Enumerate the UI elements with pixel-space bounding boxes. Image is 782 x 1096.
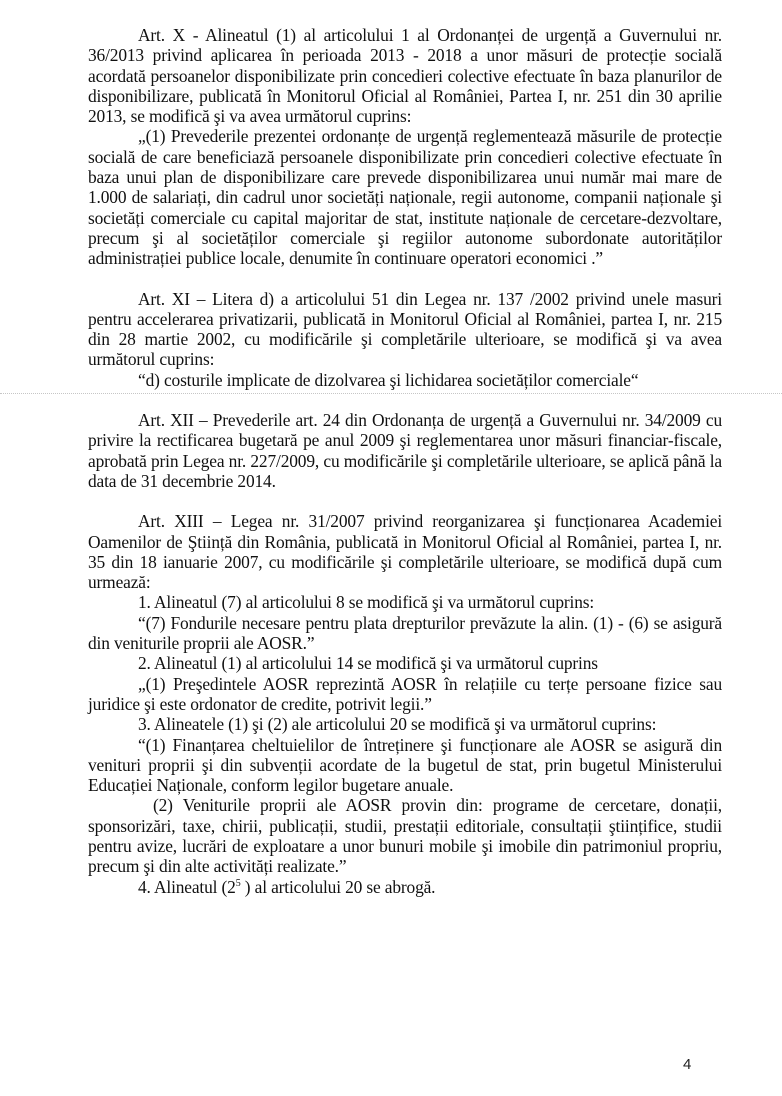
item-4-prefix: 4. Alineatul (2 xyxy=(138,876,236,897)
art-xii-text: Art. XII – Prevederile art. 24 din Ordonanța de urgență a Guvernului nr. 34/2009 cu privire la rectificarea bugetară pe anul 2009 şi reglementarea unor măsuri financiar-fiscale, aprobată prin Legea nr. 227/2009, cu modificările şi completările ulterioare, se aplică până la data de 31 decembrie 2014. xyxy=(88,410,722,491)
page-number: 4 xyxy=(683,1056,692,1073)
art-xiii-intro: Art. XIII – Legea nr. 31/2007 privind reorganizarea şi funcționarea Academiei Oamenilor de Ştiință din România, publicată in Monitorul Oficial al României, partea I, nr. 35 din 18 ianuarie 2007, cu modificările şi completările ulterioare, se modifică după cum urmează: xyxy=(88,511,722,593)
art-xiii-item-3: 3. Alineatele (1) şi (2) ale articolului 20 se modifică şi va următorul cuprins: xyxy=(138,714,657,735)
art-xiii-item-3-quote-1: “(1) Finanțarea cheltuielilor de întreținere şi funcționare ale AOSR se asigură din venituri proprii şi din subvenții acordate de la bugetul de stat, prin bugetul Ministerului Educației Naționale, conform legilor bugetare anuale. xyxy=(88,734,722,796)
art-xiii-item-1: 1. Alineatul (7) al articolului 8 se modifică şi va următorul cuprins: xyxy=(138,592,595,613)
document-page xyxy=(88,25,722,897)
art-xiii-item-1-quote: “(7) Fondurile necesare pentru plata drepturilor prevăzute la alin. (1) - (6) se asigură din veniturile proprii ale AOSR.” xyxy=(88,612,722,654)
art-xiii-item-2: 2. Alineatul (1) al articolului 14 se modifică şi va următorul cuprins xyxy=(138,653,598,674)
item-4-suffix: ) al articolului 20 se abrogă. xyxy=(240,876,436,897)
art-x-quote: „(1) Prevederile prezentei ordonanțe de urgență reglementează măsurile de protecție socială de care beneficiază persoanele disponibilizate prin concedieri colective efectuate în baza unui plan de disponibilizare care prevede disponibilizarea unui număr mai mare de 1.000 de salariați, din cadrul unor societăți naționale, regii autonome, companii naționale şi societăți comerciale cu capital majoritar de stat, institute naționale de cercetare-dezvoltare, precum şi al societăților comerciale şi regiilor autonome subordonate autorităților administrației publice locale, denumite în continuare operatori economici .” xyxy=(88,126,722,269)
spacer xyxy=(88,269,722,289)
superscript: 5 xyxy=(235,877,241,889)
art-xiii-item-2-quote: „(1) Preşedintele AOSR reprezintă AOSR în relațiile cu terțe persoane fizice sau juridice şi este ordonator de credite, potrivit legii.” xyxy=(88,673,722,714)
art-x-intro: Art. X - Alineatul (1) al articolului 1 al Ordonanței de urgență a Guvernului nr. 36/2013 privind aplicarea în perioada 2013 - 2018 a unor măsuri de protecție socială acordată persoanelor disponibilizate prin concedieri colective efectuate în baza planurilor de disponibilizare, publicată în Monitorul Oficial al României, Partea I, nr. 251 din 30 aprilie 2013, se modifică şi va avea următorul cuprins: xyxy=(88,25,722,127)
spacer xyxy=(88,491,722,511)
spacer xyxy=(88,390,722,410)
art-xiii-item-3-quote-2: (2) Veniturile proprii ale AOSR provin din: programe de cercetare, donații, sponsorizări, taxe, chirii, publicații, studii, prestații editoriale, consultații ştiințifice, studii pentru avize, lucrări de exploatare a unor bunuri mobile şi imobile din patrimoniul propriu, precum şi din alte activități realizate.” xyxy=(88,795,722,877)
art-xi-intro: Art. XI – Litera d) a articolului 51 din Legea nr. 137 /2002 privind unele masuri pentru accelerarea privatizarii, publicată in Monitorul Oficial al României, partea I, nr. 215 din 28 martie 2002, cu modificările şi completările ulterioare, se modifică şi va avea următorul cuprins: xyxy=(88,288,722,370)
art-xi-quote: “d) costurile implicate de dizolvarea şi lichidarea societăților comerciale“ xyxy=(138,369,639,390)
art-xiii-item-4 xyxy=(88,877,722,897)
